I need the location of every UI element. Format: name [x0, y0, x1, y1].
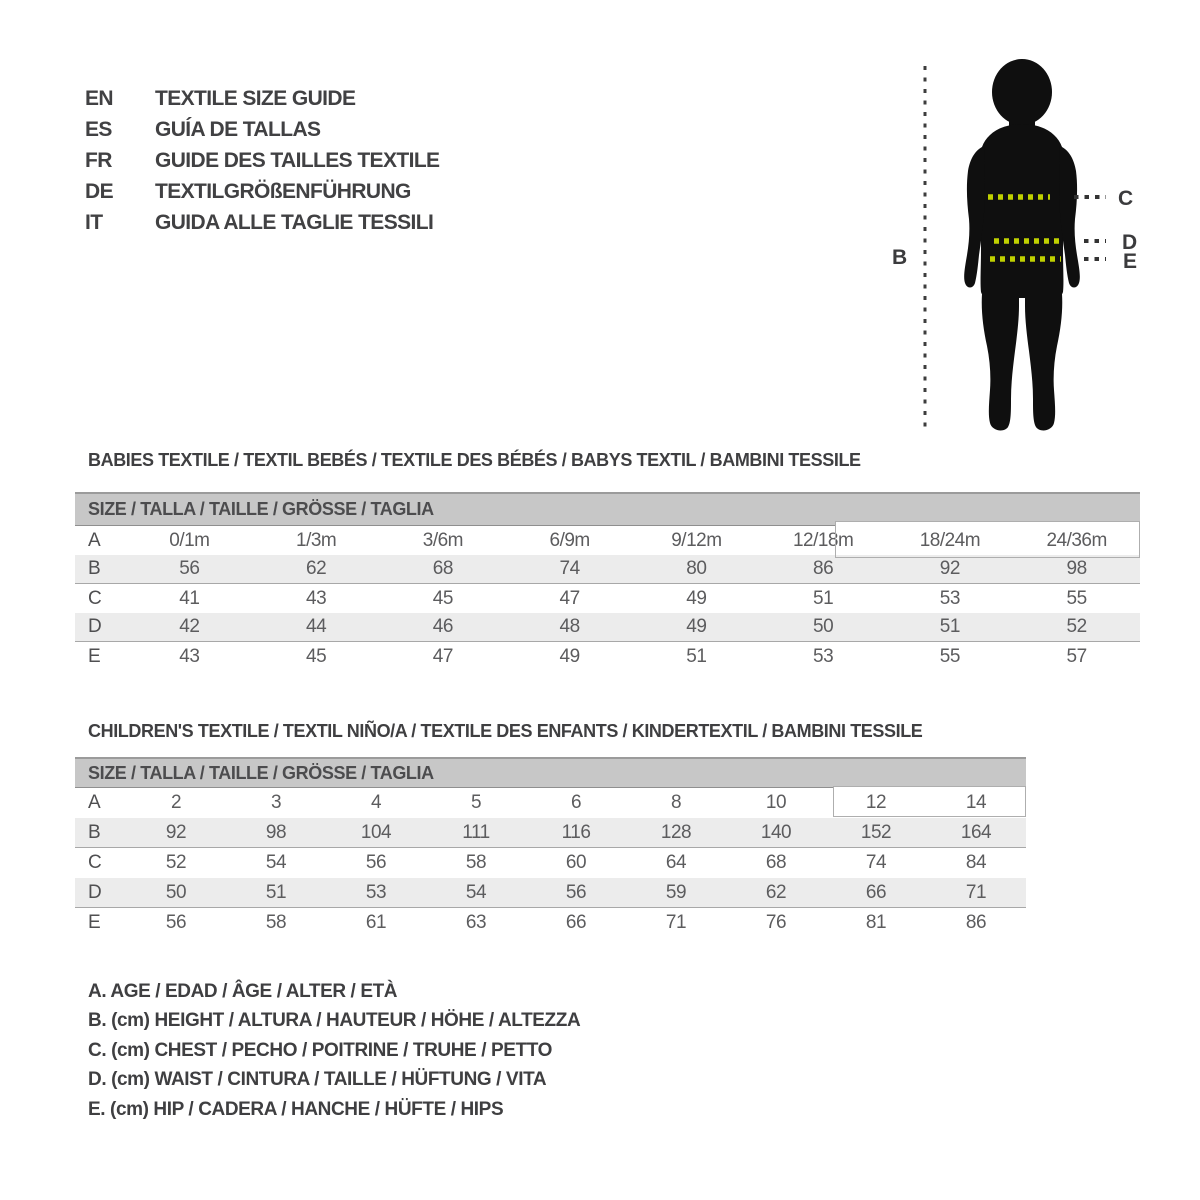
- row-label: E: [88, 912, 101, 933]
- size-value-cell: 51: [939, 616, 960, 637]
- size-value-cell: 6/9m: [549, 529, 590, 551]
- size-table-header: SIZE / TALLA / TAILLE / GRÖSSE / TAGLIA: [75, 492, 1140, 526]
- size-table-row-D: [75, 613, 1140, 642]
- size-table-header: SIZE / TALLA / TAILLE / GRÖSSE / TAGLIA: [75, 757, 1026, 788]
- size-value-cell: 51: [686, 645, 707, 667]
- size-value-cell: 74: [559, 558, 580, 579]
- size-value-cell: 44: [306, 616, 327, 637]
- babies-section-heading: BABIES TEXTILE / TEXTIL BEBÉS / TEXTILE DES BÉBÉS / BABYS TEXTIL / BAMBINI TESSILE: [88, 450, 861, 470]
- size-value-cell: 49: [686, 587, 707, 609]
- size-value-cell: 47: [559, 587, 580, 609]
- size-value-cell: 47: [432, 645, 453, 667]
- chest-label: C: [1118, 187, 1134, 210]
- size-value-cell: 104: [360, 821, 392, 843]
- size-value-cell: 12: [865, 792, 887, 813]
- row-label: E: [88, 645, 101, 667]
- size-value-cell: 140: [760, 821, 792, 843]
- size-value-cell: 98: [1066, 558, 1087, 579]
- size-value-cell: 68: [765, 852, 787, 873]
- size-value-cell: 53: [939, 587, 960, 609]
- language-row: [85, 83, 439, 114]
- row-label: A: [88, 529, 101, 551]
- height-label: B: [892, 246, 908, 269]
- hip-label: E: [1123, 250, 1138, 273]
- size-value-cell: 53: [813, 645, 834, 667]
- size-value-cell: 80: [686, 558, 707, 579]
- measurement-figure: [878, 52, 1178, 442]
- size-value-cell: 10: [765, 792, 787, 813]
- row-label: A: [88, 792, 101, 813]
- size-value-cell: 71: [965, 881, 987, 903]
- size-value-cell: 50: [165, 881, 187, 903]
- size-value-cell: 152: [860, 821, 892, 843]
- size-value-cell: 92: [939, 558, 960, 579]
- child-silhouette: [964, 59, 1080, 430]
- language-title: GUIDE DES TAILLES TEXTILE: [155, 148, 440, 172]
- waist-label: D: [1122, 231, 1138, 254]
- size-value-cell: 45: [306, 645, 327, 667]
- size-table-row-B: [75, 555, 1140, 584]
- language-title-list: [85, 83, 439, 238]
- size-value-cell: 8: [670, 792, 682, 813]
- size-value-cell: 68: [432, 558, 453, 579]
- size-value-cell: 56: [179, 558, 200, 579]
- size-value-cell: 9/12m: [671, 529, 722, 551]
- size-value-cell: 111: [462, 821, 490, 843]
- size-value-cell: 54: [465, 881, 487, 903]
- row-label: C: [88, 852, 102, 873]
- size-highlight-box: [833, 786, 1026, 817]
- size-value-cell: 81: [865, 912, 887, 933]
- babies-size-table: [75, 492, 1140, 671]
- size-value-cell: 58: [465, 852, 487, 873]
- size-table-row-D: [75, 878, 1026, 908]
- size-value-cell: 86: [965, 912, 987, 933]
- language-row: [85, 145, 439, 176]
- legend-item: D. (cm) WAIST / CINTURA / TAILLE / HÜFTUNG / VITA: [88, 1069, 547, 1091]
- size-value-cell: 53: [365, 881, 387, 903]
- children-section-heading: CHILDREN'S TEXTILE / TEXTIL NIÑO/A / TEXTILE DES ENFANTS / KINDERTEXTIL / BAMBINI TESSILE: [88, 721, 923, 741]
- size-value-cell: 12/18m: [792, 529, 854, 551]
- language-code: FR: [85, 148, 112, 172]
- size-value-cell: 64: [665, 852, 687, 873]
- size-value-cell: 51: [813, 587, 834, 609]
- size-value-cell: 62: [765, 881, 787, 903]
- language-title: TEXTILGRÖßENFÜHRUNG: [155, 179, 411, 203]
- language-code: DE: [85, 179, 113, 203]
- size-value-cell: 49: [559, 645, 580, 667]
- language-code: IT: [85, 210, 103, 234]
- size-table-row-C: [75, 584, 1140, 613]
- size-value-cell: 56: [365, 852, 387, 873]
- language-row: [85, 207, 439, 238]
- size-value-cell: 71: [665, 912, 687, 933]
- language-code: EN: [85, 86, 113, 110]
- size-value-cell: 55: [939, 645, 960, 667]
- size-table-row-C: [75, 848, 1026, 878]
- size-value-cell: 62: [306, 558, 327, 579]
- size-value-cell: 48: [559, 616, 580, 637]
- size-value-cell: 3/6m: [422, 529, 463, 551]
- row-label: B: [88, 821, 101, 843]
- size-value-cell: 46: [432, 616, 453, 637]
- children-size-table: [75, 757, 1026, 938]
- language-title: GUÍA DE TALLAS: [155, 117, 321, 141]
- size-value-cell: 56: [165, 912, 187, 933]
- size-value-cell: 41: [179, 587, 200, 609]
- size-value-cell: 76: [765, 912, 787, 933]
- size-value-cell: 66: [865, 881, 887, 903]
- size-value-cell: 92: [165, 821, 187, 843]
- row-label: C: [88, 587, 102, 609]
- size-value-cell: 128: [660, 821, 692, 843]
- size-value-cell: 14: [965, 792, 987, 813]
- size-value-cell: 43: [179, 645, 200, 667]
- size-value-cell: 51: [265, 881, 287, 903]
- language-row: [85, 176, 439, 207]
- child-silhouette-diagram: [878, 52, 1178, 442]
- size-table-row-B: [75, 818, 1026, 848]
- size-value-cell: 60: [565, 852, 587, 873]
- size-value-cell: 98: [265, 821, 287, 843]
- size-value-cell: 1/3m: [296, 529, 337, 551]
- size-value-cell: 42: [179, 616, 200, 637]
- size-value-cell: 86: [813, 558, 834, 579]
- size-value-cell: 5: [470, 792, 482, 813]
- language-title: GUIDA ALLE TAGLIE TESSILI: [155, 210, 434, 234]
- size-table-row-E: [75, 642, 1140, 671]
- row-label: B: [88, 558, 101, 579]
- size-value-cell: 43: [306, 587, 327, 609]
- size-value-cell: 52: [1066, 616, 1087, 637]
- size-value-cell: 50: [813, 616, 834, 637]
- size-value-cell: 45: [432, 587, 453, 609]
- size-value-cell: 49: [686, 616, 707, 637]
- size-value-cell: 63: [465, 912, 487, 933]
- size-value-cell: 57: [1066, 645, 1087, 667]
- size-value-cell: 66: [565, 912, 587, 933]
- size-value-cell: 54: [265, 852, 287, 873]
- row-label: D: [88, 616, 102, 637]
- size-value-cell: 74: [865, 852, 887, 873]
- size-value-cell: 116: [561, 821, 591, 843]
- legend-item: A. AGE / EDAD / ÂGE / ALTER / ETÀ: [88, 980, 398, 1002]
- size-value-cell: 2: [170, 792, 182, 813]
- size-value-cell: 164: [960, 821, 992, 843]
- size-value-cell: 59: [665, 881, 687, 903]
- size-value-cell: 58: [265, 912, 287, 933]
- size-table-row-E: [75, 908, 1026, 938]
- legend-item: C. (cm) CHEST / PECHO / POITRINE / TRUHE / PETTO: [88, 1039, 552, 1061]
- size-value-cell: 56: [565, 881, 587, 903]
- size-value-cell: 4: [370, 792, 382, 813]
- size-value-cell: 6: [570, 792, 582, 813]
- legend-item: B. (cm) HEIGHT / ALTURA / HAUTEUR / HÖHE / ALTEZZA: [88, 1010, 581, 1032]
- language-row: [85, 114, 439, 145]
- measurement-legend: [88, 977, 580, 1125]
- size-highlight-box: [835, 521, 1140, 558]
- legend-item: E. (cm) HIP / CADERA / HANCHE / HÜFTE / HIPS: [88, 1098, 504, 1120]
- size-value-cell: 84: [965, 852, 987, 873]
- language-code: ES: [85, 117, 112, 141]
- size-value-cell: 24/36m: [1046, 529, 1107, 551]
- size-value-cell: 18/24m: [919, 529, 981, 551]
- size-value-cell: 61: [365, 912, 387, 933]
- size-value-cell: 3: [270, 792, 282, 813]
- size-value-cell: 0/1m: [169, 529, 210, 551]
- row-label: D: [88, 881, 102, 903]
- size-value-cell: 55: [1066, 587, 1087, 609]
- language-title: TEXTILE SIZE GUIDE: [155, 86, 356, 110]
- size-value-cell: 52: [165, 852, 187, 873]
